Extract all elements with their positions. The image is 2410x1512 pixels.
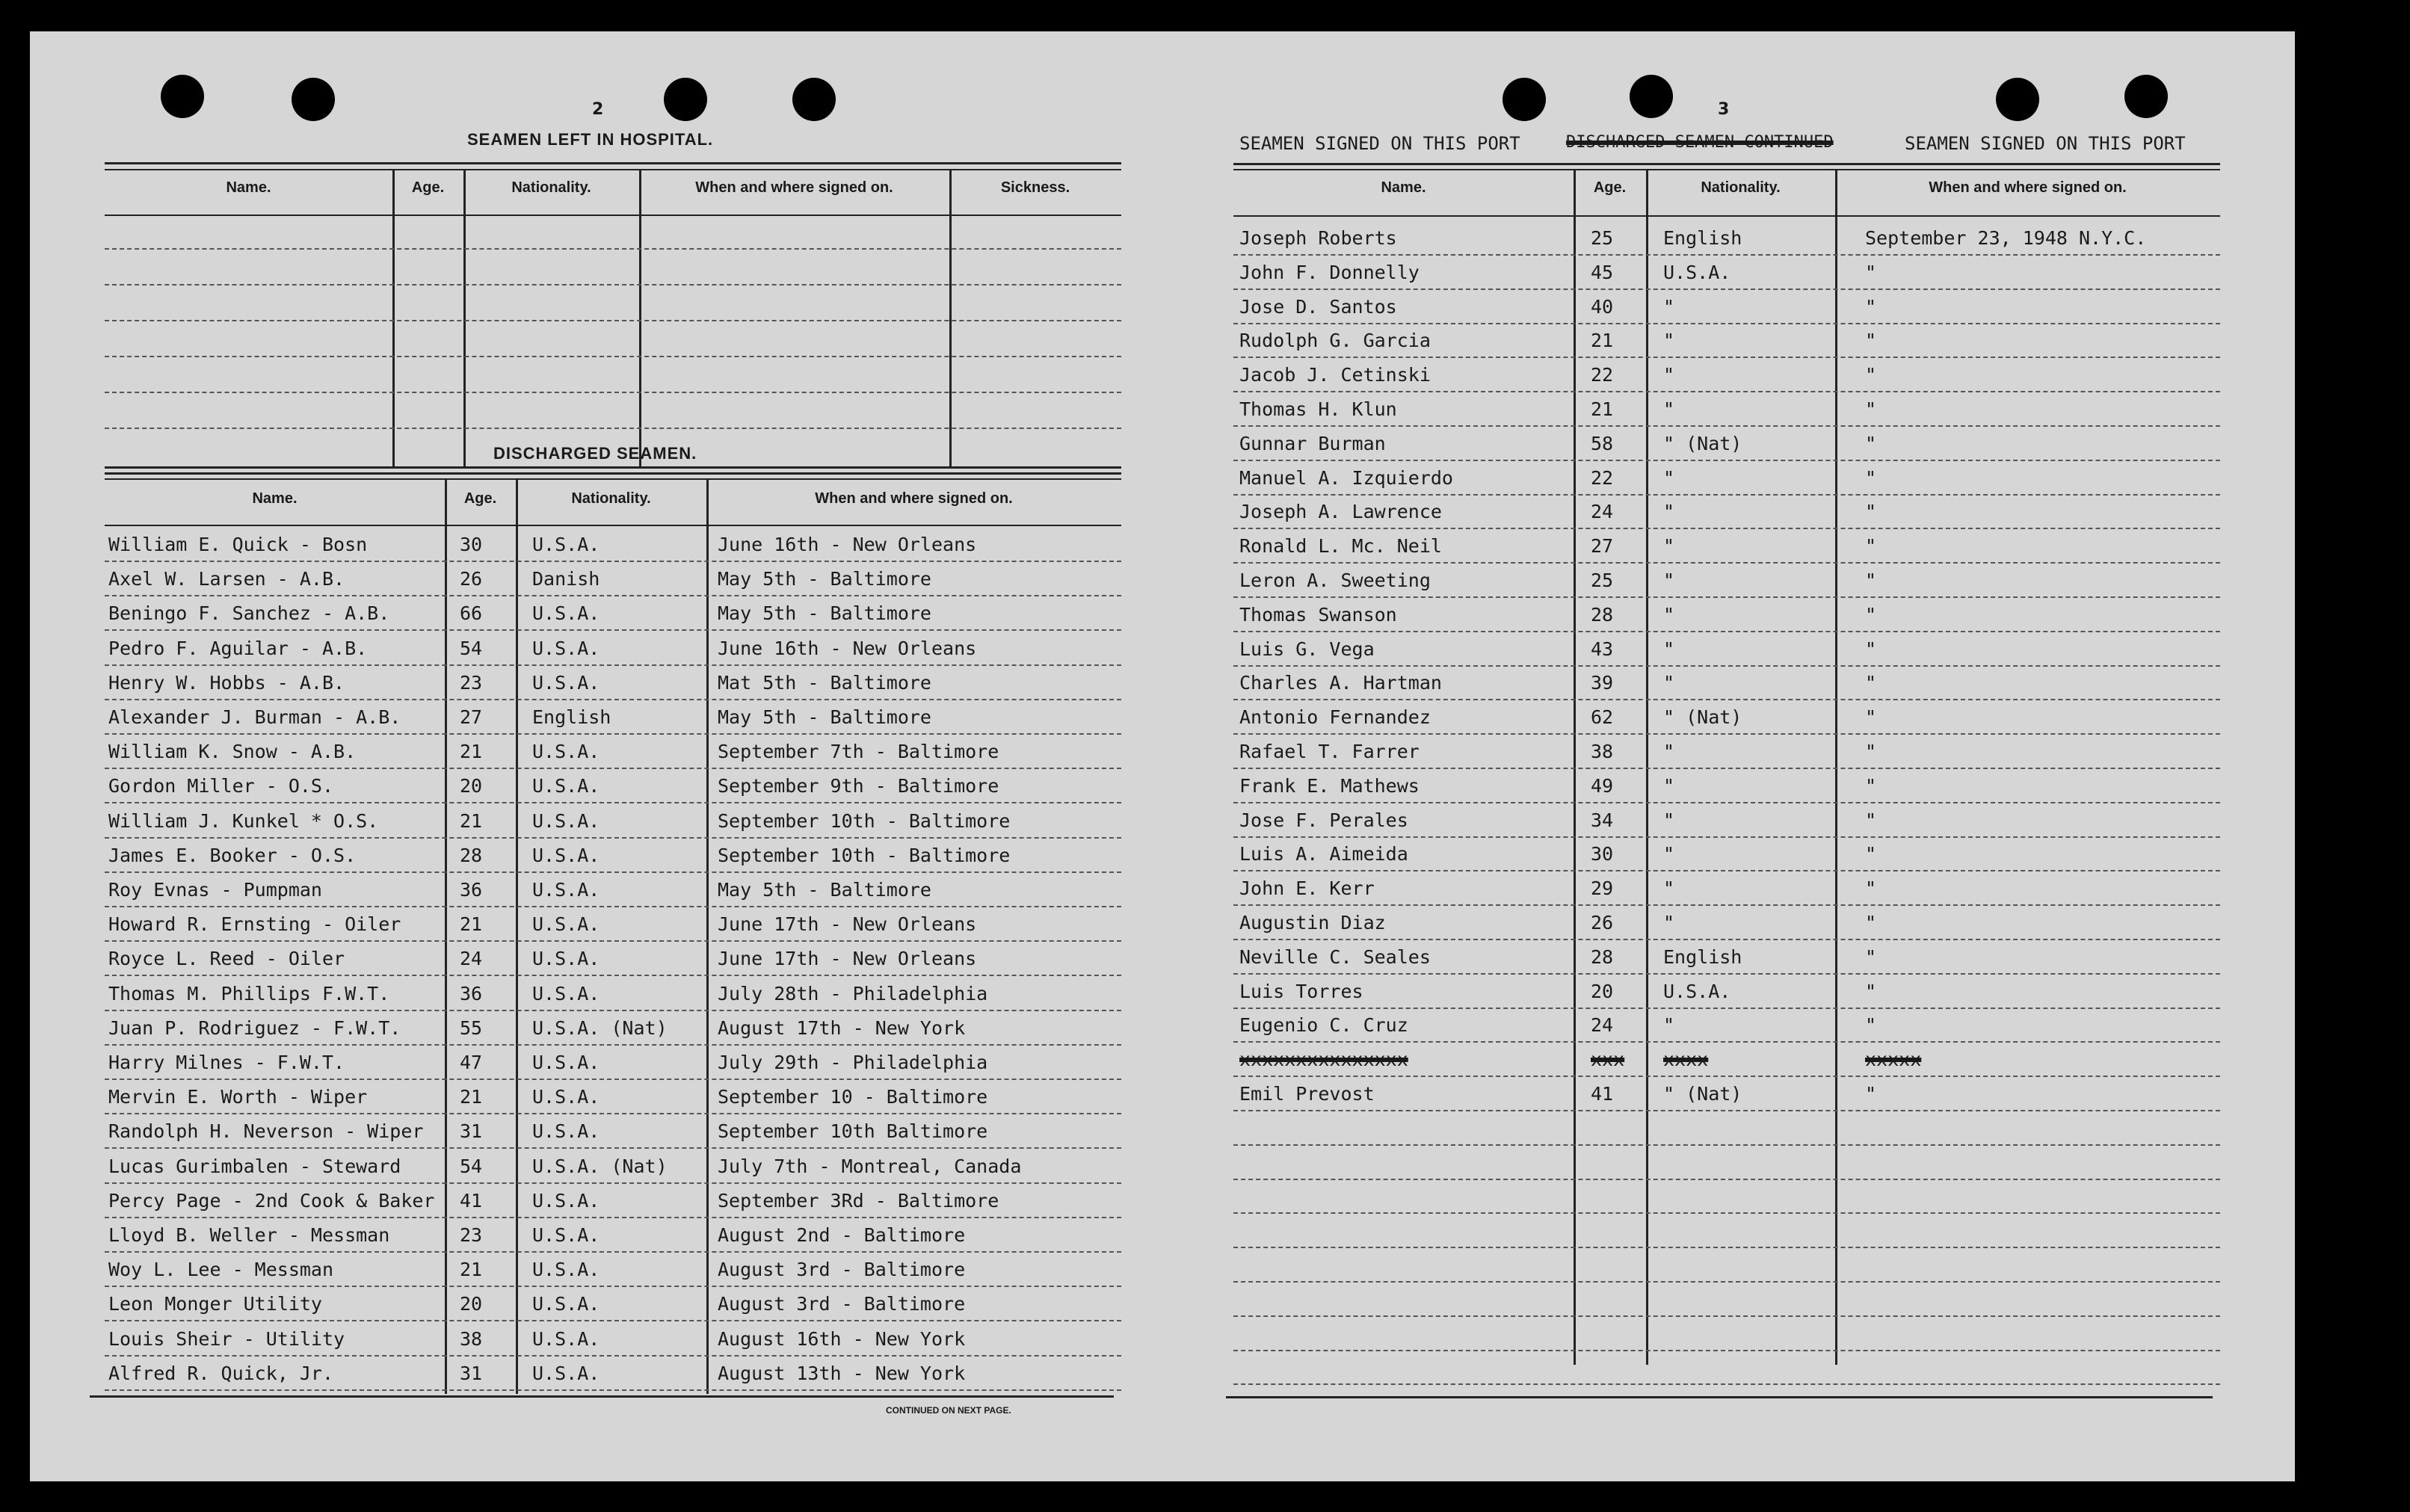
row-ruling bbox=[105, 1147, 1121, 1149]
row-ruling bbox=[1233, 1144, 2220, 1146]
discharged-row-name: Alexander J. Burman - A.B. bbox=[108, 706, 401, 728]
discharged-row-signed-on: September 3Rd - Baltimore bbox=[718, 1189, 999, 1212]
discharged-row-age: 30 bbox=[460, 534, 483, 555]
signed-row-name: Frank E. Mathews bbox=[1239, 774, 1420, 797]
discharged-row-signed-on: June 17th - New Orleans bbox=[718, 948, 977, 970]
row-ruling bbox=[1233, 562, 2220, 564]
discharged-row-nationality: U.S.A. bbox=[532, 1327, 600, 1350]
signed-row-nationality: " bbox=[1663, 774, 1675, 797]
signed-row-nationality: xxxx bbox=[1663, 1049, 1709, 1071]
signed-row-age: 40 bbox=[1591, 295, 1614, 318]
discharged-row-age: 21 bbox=[460, 809, 483, 832]
punch-hole bbox=[792, 78, 836, 121]
signed-row-signed-on: " bbox=[1865, 912, 1877, 934]
signed-row-nationality: " bbox=[1663, 912, 1675, 934]
row-ruling bbox=[105, 940, 1121, 942]
signed-row-nationality: " bbox=[1663, 1014, 1675, 1037]
row-ruling bbox=[1233, 596, 2220, 598]
discharged-row-signed-on: May 5th - Baltimore bbox=[718, 706, 931, 728]
signed-row-signed-on: " bbox=[1865, 432, 1877, 454]
discharged-row-signed-on: September 10th Baltimore bbox=[718, 1120, 988, 1143]
signed-row-signed-on: " bbox=[1865, 638, 1877, 660]
signed-row-signed-on: " bbox=[1865, 535, 1877, 558]
punch-hole bbox=[1996, 78, 2039, 121]
signed-row-nationality: U.S.A. bbox=[1663, 980, 1731, 1002]
discharged-row-name: Percy Page - 2nd Cook & Baker bbox=[108, 1189, 435, 1212]
signed-row-signed-on: " bbox=[1865, 364, 1877, 386]
row-ruling bbox=[105, 733, 1121, 735]
discharged-row-signed-on: August 16th - New York bbox=[718, 1327, 966, 1350]
signed-row-age: 62 bbox=[1591, 706, 1614, 729]
signed-row-signed-on: September 23, 1948 N.Y.C. bbox=[1865, 227, 2147, 249]
signed-row-name: Thomas Swanson bbox=[1239, 603, 1397, 626]
discharged-row-signed-on: August 3rd - Baltimore bbox=[718, 1293, 966, 1315]
discharged-row-nationality: U.S.A. bbox=[532, 844, 600, 866]
signed-row-nationality: " bbox=[1663, 603, 1675, 626]
signed-row-nationality: " (Nat) bbox=[1663, 1083, 1742, 1105]
discharged-row-signed-on: May 5th - Baltimore bbox=[718, 879, 931, 901]
discharged-row-nationality: U.S.A. bbox=[532, 1086, 600, 1108]
row-ruling bbox=[105, 768, 1121, 769]
right-header-signed-on: When and where signed on. bbox=[1929, 179, 2127, 196]
signed-row-name: Rafael T. Farrer bbox=[1239, 741, 1420, 762]
right-title-struck: DISCHARGED SEAMEN CONTINUED bbox=[1566, 133, 1834, 152]
discharged-row-signed-on: September 7th - Baltimore bbox=[718, 741, 999, 763]
signed-row-signed-on: " bbox=[1865, 466, 1877, 489]
punch-hole bbox=[2124, 75, 2168, 118]
signed-row-signed-on: " bbox=[1865, 398, 1877, 420]
discharged-row-name: William J. Kunkel * O.S. bbox=[108, 809, 379, 832]
row-ruling bbox=[1233, 973, 2220, 975]
signed-row-signed-on: " bbox=[1865, 1014, 1877, 1037]
signed-row-nationality: English bbox=[1663, 945, 1742, 968]
row-ruling bbox=[1233, 1315, 2220, 1317]
row-ruling bbox=[105, 595, 1121, 596]
signed-row-name: xxxxxxxxxxxxxxx bbox=[1239, 1049, 1408, 1071]
discharged-row-name: James E. Booker - O.S. bbox=[108, 844, 357, 866]
discharged-row-signed-on: June 16th - New Orleans bbox=[718, 637, 977, 659]
discharged-row-name: Alfred R. Quick, Jr. bbox=[108, 1362, 334, 1384]
discharged-row-name: Woy L. Lee - Messman bbox=[108, 1259, 334, 1281]
discharged-row-name: Juan P. Rodriguez - F.W.T. bbox=[108, 1016, 401, 1039]
row-ruling bbox=[1233, 1383, 2220, 1385]
discharged-row-nationality: U.S.A. bbox=[532, 948, 600, 970]
signed-row-nationality: " bbox=[1663, 843, 1675, 865]
discharged-row-signed-on: August 13th - New York bbox=[718, 1362, 966, 1384]
row-ruling bbox=[1233, 733, 2220, 735]
signed-row-name: Neville C. Seales bbox=[1239, 945, 1431, 968]
signed-row-signed-on: " bbox=[1865, 741, 1877, 762]
signed-row-name: Gunnar Burman bbox=[1239, 432, 1386, 454]
discharged-row-nationality: U.S.A. bbox=[532, 809, 600, 832]
row-ruling bbox=[1233, 939, 2220, 940]
row-ruling bbox=[1233, 1110, 2220, 1111]
discharged-row-signed-on: July 29th - Philadelphia bbox=[718, 1052, 988, 1073]
signed-row-age: 30 bbox=[1591, 843, 1614, 865]
discharged-row-nationality: Danish bbox=[532, 568, 600, 590]
discharged-row-name: Lucas Gurimbalen - Steward bbox=[108, 1155, 401, 1177]
discharged-row-signed-on: September 10th - Baltimore bbox=[718, 809, 1011, 832]
row-ruling bbox=[105, 1113, 1121, 1114]
signed-row-signed-on: " bbox=[1865, 774, 1877, 797]
discharged-row-nationality: U.S.A. bbox=[532, 1293, 600, 1315]
signed-row-signed-on: " bbox=[1865, 945, 1877, 968]
row-ruling bbox=[1233, 391, 2220, 392]
signed-row-nationality: " bbox=[1663, 741, 1675, 762]
signed-row-age: 22 bbox=[1591, 364, 1614, 386]
signed-row-age: 24 bbox=[1591, 1014, 1614, 1037]
signed-row-signed-on: " bbox=[1865, 295, 1877, 318]
discharged-row-signed-on: July 28th - Philadelphia bbox=[718, 982, 988, 1005]
row-ruling bbox=[105, 664, 1121, 666]
hospital-header-name: Name. bbox=[226, 179, 271, 196]
discharged-row-name: Beningo F. Sanchez - A.B. bbox=[108, 602, 390, 625]
signed-row-age: 27 bbox=[1591, 535, 1614, 558]
signed-row-name: Luis Torres bbox=[1239, 980, 1363, 1002]
row-ruling bbox=[1233, 1212, 2220, 1214]
signed-row-age: 22 bbox=[1591, 466, 1614, 489]
signed-row-nationality: " bbox=[1663, 570, 1675, 591]
signed-row-nationality: " bbox=[1663, 364, 1675, 386]
discharged-row-name: Mervin E. Worth - Wiper bbox=[108, 1086, 368, 1108]
discharged-row-name: Harry Milnes - F.W.T. bbox=[108, 1052, 345, 1073]
row-ruling bbox=[105, 1389, 1121, 1391]
row-ruling bbox=[105, 1217, 1121, 1218]
page-number: 2 bbox=[592, 100, 604, 119]
discharged-row-signed-on: September 9th - Baltimore bbox=[718, 775, 999, 797]
signed-row-name: Leron A. Sweeting bbox=[1239, 570, 1431, 591]
signed-row-nationality: " bbox=[1663, 809, 1675, 831]
signed-row-nationality: " bbox=[1663, 638, 1675, 660]
right-title-right: SEAMEN SIGNED ON THIS PORT bbox=[1905, 133, 2186, 154]
discharged-row-nationality: U.S.A. bbox=[532, 879, 600, 901]
row-ruling bbox=[105, 1251, 1121, 1253]
discharged-row-nationality: U.S.A. bbox=[532, 913, 600, 936]
row-ruling bbox=[1233, 460, 2220, 461]
discharged-row-signed-on: June 16th - New Orleans bbox=[718, 534, 977, 555]
signed-row-age: 41 bbox=[1591, 1083, 1614, 1105]
discharged-row-nationality: U.S.A. bbox=[532, 637, 600, 659]
discharged-row-nationality: U.S.A. bbox=[532, 1224, 600, 1246]
row-ruling bbox=[1233, 288, 2220, 290]
signed-row-name: Jose F. Perales bbox=[1239, 809, 1408, 831]
signed-row-signed-on: " bbox=[1865, 843, 1877, 865]
hospital-header-signed-on: When and where signed on. bbox=[695, 179, 893, 196]
discharged-row-age: 21 bbox=[460, 741, 483, 763]
discharged-section-title: DISCHARGED SEAMEN. bbox=[493, 444, 697, 463]
row-ruling bbox=[1233, 870, 2220, 871]
discharged-row-name: Leon Monger Utility bbox=[108, 1293, 322, 1315]
signed-row-nationality: " bbox=[1663, 466, 1675, 489]
discharged-row-age: 38 bbox=[460, 1327, 483, 1350]
signed-row-age: 34 bbox=[1591, 809, 1614, 831]
discharged-row-nationality: U.S.A. bbox=[532, 982, 600, 1005]
row-ruling bbox=[105, 871, 1121, 873]
signed-row-name: Thomas H. Klun bbox=[1239, 398, 1397, 420]
signed-row-age: 39 bbox=[1591, 672, 1614, 694]
signed-row-age: 24 bbox=[1591, 501, 1614, 523]
left-page bbox=[30, 31, 1181, 1481]
discharged-header-nationality: Nationality. bbox=[571, 490, 651, 507]
discharged-row-nationality: U.S.A. bbox=[532, 741, 600, 763]
signed-row-signed-on: xxxxx bbox=[1865, 1049, 1922, 1071]
row-ruling bbox=[1233, 357, 2220, 358]
row-ruling bbox=[105, 802, 1121, 803]
signed-row-name: Rudolph G. Garcia bbox=[1239, 330, 1431, 352]
discharged-row-nationality: U.S.A. bbox=[532, 1362, 600, 1384]
row-ruling bbox=[105, 906, 1121, 907]
right-header-name: Name. bbox=[1381, 179, 1426, 196]
hospital-header-nationality: Nationality. bbox=[511, 179, 591, 196]
discharged-row-nationality: U.S.A. bbox=[532, 534, 600, 555]
discharged-row-name: Louis Sheir - Utility bbox=[108, 1327, 345, 1350]
row-ruling bbox=[1233, 768, 2220, 769]
signed-row-nationality: " bbox=[1663, 295, 1675, 318]
discharged-row-name: Henry W. Hobbs - A.B. bbox=[108, 671, 345, 694]
signed-row-name: Jacob J. Cetinski bbox=[1239, 364, 1431, 386]
signed-row-signed-on: " bbox=[1865, 603, 1877, 626]
discharged-row-name: William K. Snow - A.B. bbox=[108, 741, 357, 763]
discharged-header-signed-on: When and where signed on. bbox=[815, 490, 1013, 507]
signed-row-age: 29 bbox=[1591, 877, 1614, 900]
discharged-row-signed-on: Mat 5th - Baltimore bbox=[718, 671, 931, 694]
signed-row-nationality: " bbox=[1663, 877, 1675, 900]
right-page bbox=[1181, 31, 2295, 1481]
discharged-row-age: 47 bbox=[460, 1052, 483, 1073]
signed-row-name: Joseph A. Lawrence bbox=[1239, 501, 1442, 523]
row-ruling bbox=[1233, 1041, 2220, 1043]
signed-row-nationality: " (Nat) bbox=[1663, 706, 1742, 729]
signed-row-age: 26 bbox=[1591, 912, 1614, 934]
discharged-row-signed-on: August 3rd - Baltimore bbox=[718, 1259, 966, 1281]
hospital-header-sickness: Sickness. bbox=[1000, 179, 1070, 196]
signed-row-age: 38 bbox=[1591, 741, 1614, 762]
signed-row-age: 45 bbox=[1591, 261, 1614, 283]
row-ruling bbox=[1233, 528, 2220, 529]
row-ruling bbox=[1233, 494, 2220, 496]
discharged-row-name: William E. Quick - Bosn bbox=[108, 534, 368, 555]
row-ruling bbox=[1233, 1008, 2220, 1009]
signed-row-name: Emil Prevost bbox=[1239, 1083, 1375, 1105]
signed-row-name: Augustin Diaz bbox=[1239, 912, 1386, 934]
punch-hole bbox=[1503, 78, 1546, 121]
signed-row-name: Ronald L. Mc. Neil bbox=[1239, 535, 1442, 558]
signed-row-nationality: " bbox=[1663, 535, 1675, 558]
row-ruling bbox=[1233, 1179, 2220, 1180]
row-ruling bbox=[1233, 665, 2220, 667]
discharged-row-age: 21 bbox=[460, 1259, 483, 1281]
signed-row-nationality: " bbox=[1663, 672, 1675, 694]
discharged-row-signed-on: July 7th - Montreal, Canada bbox=[718, 1155, 1022, 1177]
discharged-row-nationality: U.S.A. bbox=[532, 775, 600, 797]
discharged-row-age: 54 bbox=[460, 1155, 483, 1177]
row-ruling bbox=[105, 1182, 1121, 1184]
row-ruling bbox=[105, 1010, 1121, 1011]
signed-row-age: 25 bbox=[1591, 227, 1614, 249]
signed-row-name: John E. Kerr bbox=[1239, 877, 1375, 900]
row-ruling bbox=[1233, 323, 2220, 324]
right-title-left: SEAMEN SIGNED ON THIS PORT bbox=[1239, 133, 1520, 154]
signed-row-signed-on: " bbox=[1865, 809, 1877, 831]
row-ruling bbox=[1233, 904, 2220, 906]
signed-row-name: Jose D. Santos bbox=[1239, 295, 1397, 318]
discharged-row-age: 21 bbox=[460, 913, 483, 936]
signed-row-nationality: U.S.A. bbox=[1663, 261, 1731, 283]
discharged-row-nationality: U.S.A. bbox=[532, 1052, 600, 1073]
signed-row-signed-on: " bbox=[1865, 672, 1877, 694]
discharged-row-age: 66 bbox=[460, 602, 483, 625]
right-header-nationality: Nationality. bbox=[1701, 179, 1781, 196]
page-number: 3 bbox=[1718, 100, 1730, 119]
signed-row-signed-on: " bbox=[1865, 706, 1877, 729]
discharged-row-age: 27 bbox=[460, 706, 483, 728]
discharged-row-name: Lloyd B. Weller - Messman bbox=[108, 1224, 390, 1246]
discharged-row-nationality: U.S.A. bbox=[532, 671, 600, 694]
discharged-row-age: 31 bbox=[460, 1362, 483, 1384]
discharged-row-age: 41 bbox=[460, 1189, 483, 1212]
signed-row-age: 25 bbox=[1591, 570, 1614, 591]
discharged-row-signed-on: September 10th - Baltimore bbox=[718, 844, 1011, 866]
discharged-row-age: 36 bbox=[460, 879, 483, 901]
discharged-row-name: Gordon Miller - O.S. bbox=[108, 775, 334, 797]
signed-row-signed-on: " bbox=[1865, 980, 1877, 1002]
row-ruling bbox=[105, 1079, 1121, 1080]
row-ruling bbox=[1233, 1076, 2220, 1077]
row-ruling bbox=[105, 837, 1121, 839]
row-ruling bbox=[1233, 631, 2220, 632]
signed-row-signed-on: " bbox=[1865, 570, 1877, 591]
signed-row-name: Luis G. Vega bbox=[1239, 638, 1375, 660]
row-ruling bbox=[1233, 1281, 2220, 1283]
discharged-row-age: 55 bbox=[460, 1016, 483, 1039]
row-ruling bbox=[105, 561, 1121, 562]
discharged-row-age: 26 bbox=[460, 568, 483, 590]
punch-hole bbox=[292, 78, 335, 121]
signed-row-name: Luis A. Aimeida bbox=[1239, 843, 1408, 865]
row-ruling bbox=[105, 1355, 1121, 1357]
signed-row-name: Joseph Roberts bbox=[1239, 227, 1397, 249]
signed-row-nationality: " bbox=[1663, 501, 1675, 523]
signed-row-age: 28 bbox=[1591, 603, 1614, 626]
discharged-row-signed-on: June 17th - New Orleans bbox=[718, 913, 977, 936]
discharged-row-signed-on: August 2nd - Baltimore bbox=[718, 1224, 966, 1246]
discharged-row-signed-on: May 5th - Baltimore bbox=[718, 602, 931, 625]
discharged-row-name: Axel W. Larsen - A.B. bbox=[108, 568, 345, 590]
discharged-row-age: 23 bbox=[460, 671, 483, 694]
discharged-row-name: Royce L. Reed - Oiler bbox=[108, 948, 345, 970]
row-ruling bbox=[1233, 836, 2220, 838]
punch-hole bbox=[1630, 75, 1673, 118]
discharged-row-age: 54 bbox=[460, 637, 483, 659]
discharged-row-nationality: U.S.A. bbox=[532, 602, 600, 625]
signed-row-name: John F. Donnelly bbox=[1239, 261, 1420, 283]
row-ruling bbox=[105, 975, 1121, 976]
punch-hole bbox=[161, 75, 204, 118]
discharged-row-name: Randolph H. Neverson - Wiper bbox=[108, 1120, 424, 1143]
discharged-header-age: Age. bbox=[463, 490, 497, 507]
discharged-row-nationality: U.S.A. bbox=[532, 1259, 600, 1281]
discharged-row-name: Pedro F. Aguilar - A.B. bbox=[108, 637, 368, 659]
signed-row-name: Charles A. Hartman bbox=[1239, 672, 1442, 694]
discharged-row-signed-on: May 5th - Baltimore bbox=[718, 568, 931, 590]
signed-row-age: 58 bbox=[1591, 432, 1614, 454]
signed-row-signed-on: " bbox=[1865, 330, 1877, 352]
discharged-row-age: 31 bbox=[460, 1120, 483, 1143]
signed-row-age: 21 bbox=[1591, 398, 1614, 420]
discharged-row-age: 23 bbox=[460, 1224, 483, 1246]
discharged-row-name: Thomas M. Phillips F.W.T. bbox=[108, 982, 390, 1005]
signed-row-signed-on: " bbox=[1865, 261, 1877, 283]
discharged-row-nationality: U.S.A. bbox=[532, 1120, 600, 1143]
signed-row-age: 21 bbox=[1591, 330, 1614, 352]
signed-row-age: xxx bbox=[1591, 1049, 1625, 1071]
signed-row-signed-on: " bbox=[1865, 877, 1877, 900]
continued-note: CONTINUED ON NEXT PAGE. bbox=[886, 1405, 1011, 1416]
discharged-row-age: 24 bbox=[460, 948, 483, 970]
discharged-row-nationality: U.S.A. bbox=[532, 1189, 600, 1212]
signed-row-nationality: " bbox=[1663, 398, 1675, 420]
signed-row-age: 43 bbox=[1591, 638, 1614, 660]
discharged-row-signed-on: September 10 - Baltimore bbox=[718, 1086, 988, 1108]
signed-row-name: Eugenio C. Cruz bbox=[1239, 1014, 1408, 1037]
discharged-row-age: 28 bbox=[460, 844, 483, 866]
discharged-row-nationality: English bbox=[532, 706, 611, 728]
hospital-header-age: Age. bbox=[411, 179, 445, 196]
discharged-row-age: 36 bbox=[460, 982, 483, 1005]
discharged-row-name: Roy Evnas - Pumpman bbox=[108, 879, 322, 901]
row-ruling bbox=[105, 1320, 1121, 1321]
row-ruling bbox=[1233, 1247, 2220, 1248]
signed-row-age: 49 bbox=[1591, 774, 1614, 797]
right-header-age: Age. bbox=[1593, 179, 1627, 196]
row-ruling bbox=[105, 629, 1121, 631]
signed-row-nationality: English bbox=[1663, 227, 1742, 249]
signed-row-signed-on: " bbox=[1865, 1083, 1877, 1105]
row-ruling bbox=[105, 699, 1121, 700]
row-ruling bbox=[105, 1044, 1121, 1046]
row-ruling bbox=[1233, 699, 2220, 700]
signed-row-name: Antonio Fernandez bbox=[1239, 706, 1431, 729]
punch-hole bbox=[664, 78, 707, 121]
row-ruling bbox=[105, 1286, 1121, 1287]
discharged-row-age: 20 bbox=[460, 775, 483, 797]
discharged-row-nationality: U.S.A. (Nat) bbox=[532, 1016, 668, 1039]
signed-row-name: Manuel A. Izquierdo bbox=[1239, 466, 1453, 489]
discharged-row-name: Howard R. Ernsting - Oiler bbox=[108, 913, 401, 936]
discharged-header-name: Name. bbox=[252, 490, 298, 507]
hospital-section-title: SEAMEN LEFT IN HOSPITAL. bbox=[467, 130, 714, 149]
signed-row-age: 20 bbox=[1591, 980, 1614, 1002]
row-ruling bbox=[1233, 1350, 2220, 1351]
signed-row-signed-on: " bbox=[1865, 501, 1877, 523]
signed-row-nationality: " (Nat) bbox=[1663, 432, 1742, 454]
discharged-row-nationality: U.S.A. (Nat) bbox=[532, 1155, 668, 1177]
discharged-row-age: 21 bbox=[460, 1086, 483, 1108]
signed-row-age: 28 bbox=[1591, 945, 1614, 968]
discharged-row-age: 20 bbox=[460, 1293, 483, 1315]
discharged-row-signed-on: August 17th - New York bbox=[718, 1016, 966, 1039]
row-ruling bbox=[1233, 802, 2220, 803]
row-ruling bbox=[1233, 425, 2220, 427]
row-ruling bbox=[1233, 254, 2220, 256]
signed-row-nationality: " bbox=[1663, 330, 1675, 352]
